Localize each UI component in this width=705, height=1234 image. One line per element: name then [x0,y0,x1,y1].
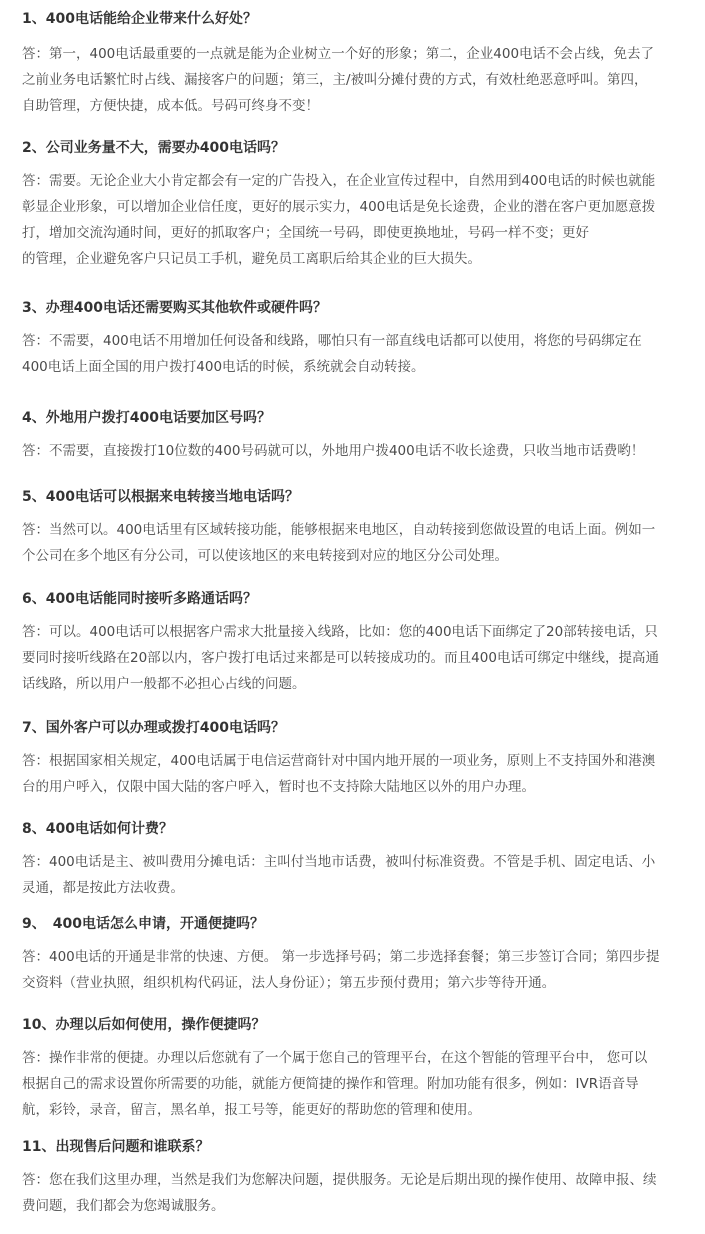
answer-9 [22,944,685,996]
question-1: 1、400电话能给企业带来什么好处？ [22,11,257,27]
answer-line: 打，增加交流沟通时间，更好的抓取客户；全国统一号码，即使更换地址，号码一样不变；更好 [22,225,589,241]
answer-10 [22,1045,685,1123]
faq-item-6 [22,589,685,697]
answer-7 [22,748,685,800]
answer-line: 答：需要。无论企业大小肯定都会有一定的广告投入，在企业宣传过程中，自然用到400电话的时候也就能 [22,173,656,189]
faq-item-5 [22,487,685,569]
faq-item-9 [22,914,685,996]
answer-line: 费问题，我们都会为您竭诚服务。 [22,1198,225,1214]
answer-line: 答：不需要，400电话不用增加任何设备和线路，哪怕只有一部直线电话都可以使用，将您的号码绑定在 [22,333,642,349]
answer-line: 答：操作非常的便捷。办理以后您就有了一个属于您自己的管理平台，在这个智能的管理平台中， 您可以 [22,1050,648,1066]
answer-line: 答：400电话的开通是非常的快速、方便。 第一步选择号码；第二步选择套餐；第三步签订合同；第四步提 [22,949,660,965]
answer-line: 答：400电话是主、被叫费用分摊电话：主叫付当地市话费，被叫付标准资费。不管是手机、固定电话、小 [22,854,656,870]
faq-item-8 [22,819,685,901]
answer-line: 交资料（营业执照，组织机构代码证，法人身份证）；第五步预付费用；第六步等待开通。 [22,975,556,991]
faq-item-2 [22,138,685,272]
answer-4 [22,438,685,464]
question-10: 10、办理以后如何使用，操作便捷吗？ [22,1017,266,1033]
answer-2 [22,168,685,272]
answer-line: 航，彩铃，录音，留言，黑名单，报工号等，能更好的帮助您的管理和使用。 [22,1102,481,1118]
answer-line: 答：不需要，直接拨打10位数的400号码就可以，外地用户拨400电话不收长途费，只收当地市话费哟！ [22,443,645,459]
answer-line: 答：您在我们这里办理，当然是我们为您解决问题，提供服务。无论是后期出现的操作使用、故障申报、续 [22,1172,657,1188]
question-3: 3、办理400电话还需要购买其他软件或硬件吗？ [22,300,327,316]
faq-item-10 [22,1015,685,1123]
question-8: 8、400电话如何计费？ [22,821,173,837]
answer-5 [22,517,685,569]
answer-11 [22,1167,685,1219]
answer-line: 个公司在多个地区有分公司，可以使该地区的来电转接到对应的地区分公司处理。 [22,548,508,564]
faq-item-3 [22,298,685,380]
answer-line: 400电话上面全国的用户拨打400电话的时候，系统就会自动转接。 [22,359,425,375]
question-5: 5、400电话可以根据来电转接当地电话吗？ [22,489,299,505]
faq-item-7 [22,718,685,800]
question-11: 11、出现售后问题和谁联系？ [22,1139,210,1155]
answer-line: 答：可以。400电话可以根据客户需求大批量接入线路，比如：您的400电话下面绑定了20部转接电话，只 [22,624,658,640]
answer-line: 彰显企业形象，可以增加企业信任度，更好的展示实力，400电话是免长途费，企业的潜在客户更加愿意拨 [22,199,656,215]
answer-line: 答：根据国家相关规定，400电话属于电信运营商针对中国内地开展的一项业务，原则上不支持国外和港澳 [22,753,656,769]
answer-8 [22,849,685,901]
answer-line: 台的用户呼入，仅限中国大陆的客户呼入，暂时也不支持除大陆地区以外的用户办理。 [22,779,535,795]
faq-item-4 [22,408,685,464]
answer-line: 答：当然可以。400电话里有区域转接功能，能够根据来电地区，自动转接到您做设置的电话上面。例如一 [22,522,656,538]
answer-line: 话线路，所以用户一般都不必担心占线的问题。 [22,676,306,692]
question-9: 9、 400电话怎么申请，开通便捷吗？ [22,916,264,932]
answer-line: 答：第一，400电话最重要的一点就是能为企业树立一个好的形象；第二，企业400电话不会占线，免去了 [22,46,655,62]
question-6: 6、400电话能同时接听多路通话吗？ [22,591,257,607]
answer-line: 的管理，企业避免客户只记员工手机，避免员工离职后给其企业的巨大损失。 [22,251,481,267]
question-7: 7、国外客户可以办理或拨打400电话吗？ [22,720,285,736]
answer-6 [22,619,685,697]
answer-line: 要同时接听线路在20部以内，客户拨打电话过来都是可以转接成功的。而且400电话可绑定中继线，提高通 [22,650,659,666]
answer-line: 之前业务电话繁忙时占线、漏接客户的问题；第三，主/被叫分摊付费的方式，有效杜绝恶意呼叫。第四， [22,72,648,88]
answer-1 [22,41,685,119]
answer-3 [22,328,685,380]
faq-item-1 [22,9,685,119]
question-2: 2、公司业务量不大，需要办400电话吗？ [22,140,285,156]
answer-line: 自助管理，方便快捷，成本低。号码可终身不变！ [22,98,319,114]
answer-line: 根据自己的需求设置你所需要的功能，就能方便简捷的操作和管理。附加功能有很多，例如：IVR语音导 [22,1076,639,1092]
answer-line: 灵通，都是按此方法收费。 [22,880,184,896]
question-4: 4、外地用户拨打400电话要加区号吗？ [22,410,271,426]
faq-item-11 [22,1137,685,1219]
